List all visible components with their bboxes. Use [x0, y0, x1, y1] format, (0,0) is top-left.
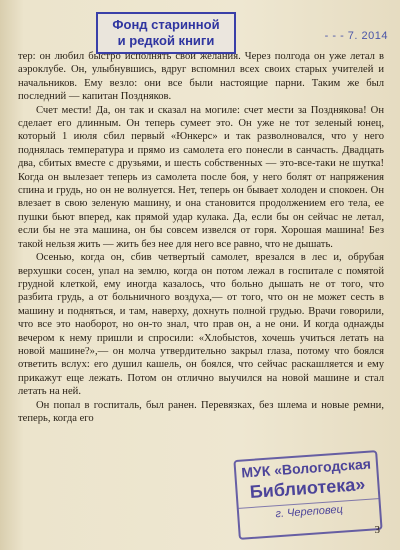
- page-number: 3: [374, 524, 380, 536]
- paragraph-4: Он попал в госпиталь, был ранен. Перевязках, без шлема и новые ремни, теперь, когда его: [18, 399, 384, 424]
- library-ownership-stamp: [233, 450, 382, 540]
- paragraph-1: тер: он любил быстро исполнять свои желания. Через полгода он уже летал в аэроклубе. Он, улыбнувшись, вдруг вспомнил всех своих старых учителей и начальников. Ему везло: они все были настоящие парни. Таким же был последний — капитан Поздняков.: [18, 51, 384, 103]
- paragraph-3: Осенью, когда он, сбив четвертый самолет, врезался в лес и, обрубая верхушки сосен, упал на землю, когда он потом лежал в госпитале с помятой грудной клеткой, ему иногда казалось, что больно дышать не от того, что разбита грудь, а от больничного воздуха,— от того, что он не может сесть в машину и подняться, и там, наверху, дохнуть полной грудью. Врачи говорили, что все это наоборот, но он-то знал, что прав он, а не они. И когда однажды вечером к нему пришли и спросили: «Хлобыстов, хочешь учиться летать на новой машине?»,— он молча утвердительно закрыл глаза, потому что боялся ответить вслух: его душил кашель, он боялся, что сейчас раскашляется и ему прикажут еще лежать. Потом он отлично выучился на новой машине и стал летать на ней.: [18, 252, 384, 398]
- paragraph-2: Счет мести! Да, он так и сказал на могиле: счет мести за Позднякова! Он сделает его длинным. Он теперь сумеет это. Он уже не тот зеленый юнец, который 1 июля сбил первый «Юнкерс» и так разволновался, что у него поднялась температура и прямо из самолета его понесли в санчасть. Двадцать два, сбитых вместе с друзьями, и шесть собственных — это-все-таки не шутка! Когда он вылезает теперь из самолета после боя, у него болят от напряжения спина и грудь, но он не волнуется. Нет, теперь он бывает холоден и спокоен. Он влезает в свою зеленую машину, и она становится продолжением его тела, ее пушки бьют вперед, как прямой удар кулака. Да, если бы он сейчас не летал, если бы не эта машина, он бы совсем извелся от горя. Хорошая машина! Без такой нельзя жить — жить без нее для него все равно, что не дышать.: [18, 104, 384, 250]
- stamp-line-2: и редкой книги: [117, 33, 215, 48]
- page-text: [18, 50, 384, 425]
- handwritten-date: - - - 7. 2014: [324, 30, 388, 42]
- stamp-bottom-line-3: г. Череповец: [239, 498, 380, 523]
- stamp-line-1: Фонд старинной: [112, 17, 220, 32]
- stamp-bottom-line-1: МУК «Вологодская: [240, 455, 372, 481]
- library-fund-stamp: [96, 12, 236, 54]
- stamp-bottom-line-2: Библиотека»: [249, 474, 366, 503]
